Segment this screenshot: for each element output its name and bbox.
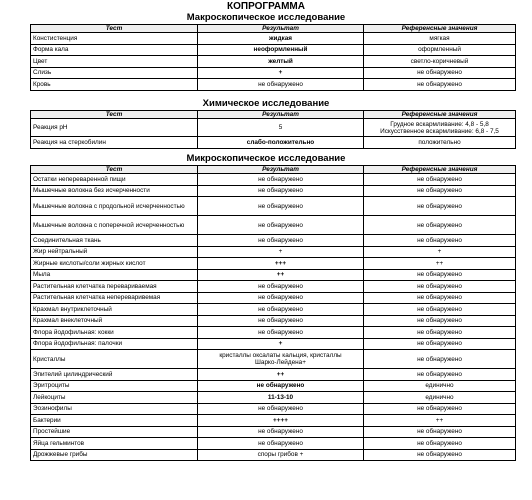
result-cell: не обнаружено xyxy=(198,197,364,216)
table-row xyxy=(31,235,516,247)
result-cell: слабо-положительно xyxy=(198,137,364,149)
header-test: Тест xyxy=(31,111,198,119)
result-cell: споры грибов + xyxy=(198,449,364,461)
reference-cell: не обнаружено xyxy=(364,174,516,186)
result-cell: не обнаружено xyxy=(198,79,364,91)
test-cell: Мышечные волокна без исчерченности xyxy=(31,185,198,197)
table-row xyxy=(31,185,516,197)
result-cell: неоформленный xyxy=(198,44,364,56)
result-cell: жидкая xyxy=(198,33,364,45)
reference-cell: не обнаружено xyxy=(364,304,516,316)
test-cell: Яйца гельминтов xyxy=(31,438,198,450)
test-cell: Констистенция xyxy=(31,33,198,45)
result-cell: не обнаружено xyxy=(198,304,364,316)
table-row xyxy=(31,216,516,235)
test-cell: Реакция pH xyxy=(31,119,198,137)
table-row xyxy=(31,281,516,293)
test-cell: Форма кала xyxy=(31,44,198,56)
table-row xyxy=(31,403,516,415)
result-cell: + xyxy=(198,246,364,258)
result-cell: не обнаружено xyxy=(198,327,364,339)
reference-cell: не обнаружено xyxy=(364,292,516,304)
test-cell: Кристаллы xyxy=(31,350,198,369)
reference-cell: не обнаружено xyxy=(364,185,516,197)
header-result: Результат xyxy=(198,25,364,33)
section-title-chem: Химическое исследование xyxy=(202,98,330,109)
result-cell: не обнаружено xyxy=(198,426,364,438)
result-cell: 5 xyxy=(198,119,364,137)
test-cell: Жирные кислоты/соли жирных кислот xyxy=(31,258,198,270)
result-cell: не обнаружено xyxy=(198,292,364,304)
table-row xyxy=(31,174,516,186)
test-cell: Цвет xyxy=(31,56,198,68)
table-row xyxy=(31,438,516,450)
result-cell: не обнаружено xyxy=(198,216,364,235)
result-cell: не обнаружено xyxy=(198,235,364,247)
table-row xyxy=(31,392,516,404)
table-row xyxy=(31,137,516,149)
reference-cell: мягкая xyxy=(364,33,516,45)
document-title: КОПРОГРАММА xyxy=(227,1,305,12)
chem-table xyxy=(30,110,516,149)
reference-cell: не обнаружено xyxy=(364,79,516,91)
test-cell: Мыла xyxy=(31,269,198,281)
result-cell: +++ xyxy=(198,258,364,270)
result-cell: + xyxy=(198,67,364,79)
test-cell: Мышечные волокна с продольной исчерченностью xyxy=(31,197,198,216)
table-row xyxy=(31,369,516,381)
test-cell: Реакция на стеркобилин xyxy=(31,137,198,149)
reference-cell: + xyxy=(364,246,516,258)
table-header-row xyxy=(31,111,516,119)
result-cell: не обнаружено xyxy=(198,438,364,450)
test-cell: Растительная клетчатка непереваривемая xyxy=(31,292,198,304)
result-cell: ++++ xyxy=(198,415,364,427)
table-row xyxy=(31,449,516,461)
test-cell: Жир нейтральный xyxy=(31,246,198,258)
table-row xyxy=(31,327,516,339)
table-header-row xyxy=(31,25,516,33)
table-row xyxy=(31,315,516,327)
reference-cell: оформленный xyxy=(364,44,516,56)
header-result: Результат xyxy=(198,166,364,174)
header-reference: Референсные значения xyxy=(364,166,516,174)
reference-cell: не обнаружено xyxy=(364,338,516,350)
table-row xyxy=(31,258,516,270)
table-row xyxy=(31,44,516,56)
table-row xyxy=(31,197,516,216)
header-test: Тест xyxy=(31,25,198,33)
table-row xyxy=(31,338,516,350)
reference-cell: единично xyxy=(364,380,516,392)
test-cell: Эритроциты xyxy=(31,380,198,392)
table-header-row xyxy=(31,166,516,174)
result-cell: не обнаружено xyxy=(198,315,364,327)
table-row xyxy=(31,415,516,427)
test-cell: Кровь xyxy=(31,79,198,91)
reference-cell: не обнаружено xyxy=(364,67,516,79)
table-row xyxy=(31,380,516,392)
test-cell: Слизь xyxy=(31,67,198,79)
reference-cell: Грудное вскармливание: 4,8 - 5,8 Искусственное вскармливание: 6,8 - 7,5 xyxy=(364,119,516,137)
reference-cell: ++ xyxy=(364,258,516,270)
header-result: Результат xyxy=(198,111,364,119)
reference-cell: положительно xyxy=(364,137,516,149)
table-row xyxy=(31,79,516,91)
result-cell: 11-13-10 xyxy=(198,392,364,404)
reference-cell: не обнаружено xyxy=(364,315,516,327)
table-row xyxy=(31,269,516,281)
test-cell: Бактерии xyxy=(31,415,198,427)
reference-cell: не обнаружено xyxy=(364,281,516,293)
result-cell: не обнаружено xyxy=(198,185,364,197)
reference-cell: не обнаружено xyxy=(364,235,516,247)
result-cell: не обнаружено xyxy=(198,403,364,415)
section-title-micro: Микроскопическое исследование xyxy=(186,153,346,164)
table-row xyxy=(31,33,516,45)
test-cell: Мышечные волокна с поперечной исчерченностью xyxy=(31,216,198,235)
result-cell: не обнаружено xyxy=(198,380,364,392)
header-reference: Референсные значения xyxy=(364,111,516,119)
reference-cell: не обнаружено xyxy=(364,438,516,450)
test-cell: Простейшие xyxy=(31,426,198,438)
section-title-macro: Макроскопическое исследование xyxy=(186,12,346,23)
test-cell: Растительная клетчатка перевариваемая xyxy=(31,281,198,293)
table-row xyxy=(31,426,516,438)
result-cell: не обнаружено xyxy=(198,281,364,293)
macro-table xyxy=(30,24,516,91)
reference-cell: не обнаружено xyxy=(364,369,516,381)
table-row xyxy=(31,304,516,316)
result-cell: желтый xyxy=(198,56,364,68)
result-cell: + xyxy=(198,338,364,350)
test-cell: Лейкоциты xyxy=(31,392,198,404)
result-cell: ++ xyxy=(198,269,364,281)
test-cell: Эозинофилы xyxy=(31,403,198,415)
result-cell: ++ xyxy=(198,369,364,381)
reference-cell: не обнаружено xyxy=(364,216,516,235)
test-cell: Эпителий цилиндрический xyxy=(31,369,198,381)
table-row xyxy=(31,56,516,68)
result-cell: кристаллы оксалаты кальция, кристаллы Шарко-Лейдена+ xyxy=(198,350,364,369)
micro-table xyxy=(30,165,516,461)
test-cell: Флора йодофильная: кокки xyxy=(31,327,198,339)
table-row xyxy=(31,246,516,258)
table-row xyxy=(31,119,516,137)
reference-cell: не обнаружено xyxy=(364,403,516,415)
reference-cell: единично xyxy=(364,392,516,404)
test-cell: Остатки непереваренной пищи xyxy=(31,174,198,186)
header-reference: Референсные значения xyxy=(364,25,516,33)
reference-cell: светло-коричневый xyxy=(364,56,516,68)
table-row xyxy=(31,292,516,304)
test-cell: Крахмал внутриклеточный xyxy=(31,304,198,316)
table-row xyxy=(31,67,516,79)
test-cell: Соединительная ткань xyxy=(31,235,198,247)
reference-cell: не обнаружено xyxy=(364,197,516,216)
reference-cell: ++ xyxy=(364,415,516,427)
test-cell: Дрожжевые грибы xyxy=(31,449,198,461)
result-cell: не обнаружено xyxy=(198,174,364,186)
reference-cell: не обнаружено xyxy=(364,426,516,438)
reference-cell: не обнаружено xyxy=(364,449,516,461)
test-cell: Флора йодофильная: палочки xyxy=(31,338,198,350)
reference-cell: не обнаружено xyxy=(364,350,516,369)
reference-cell: не обнаружено xyxy=(364,269,516,281)
table-row xyxy=(31,350,516,369)
reference-cell: не обнаружено xyxy=(364,327,516,339)
header-test: Тест xyxy=(31,166,198,174)
test-cell: Крахмал внеклеточный xyxy=(31,315,198,327)
